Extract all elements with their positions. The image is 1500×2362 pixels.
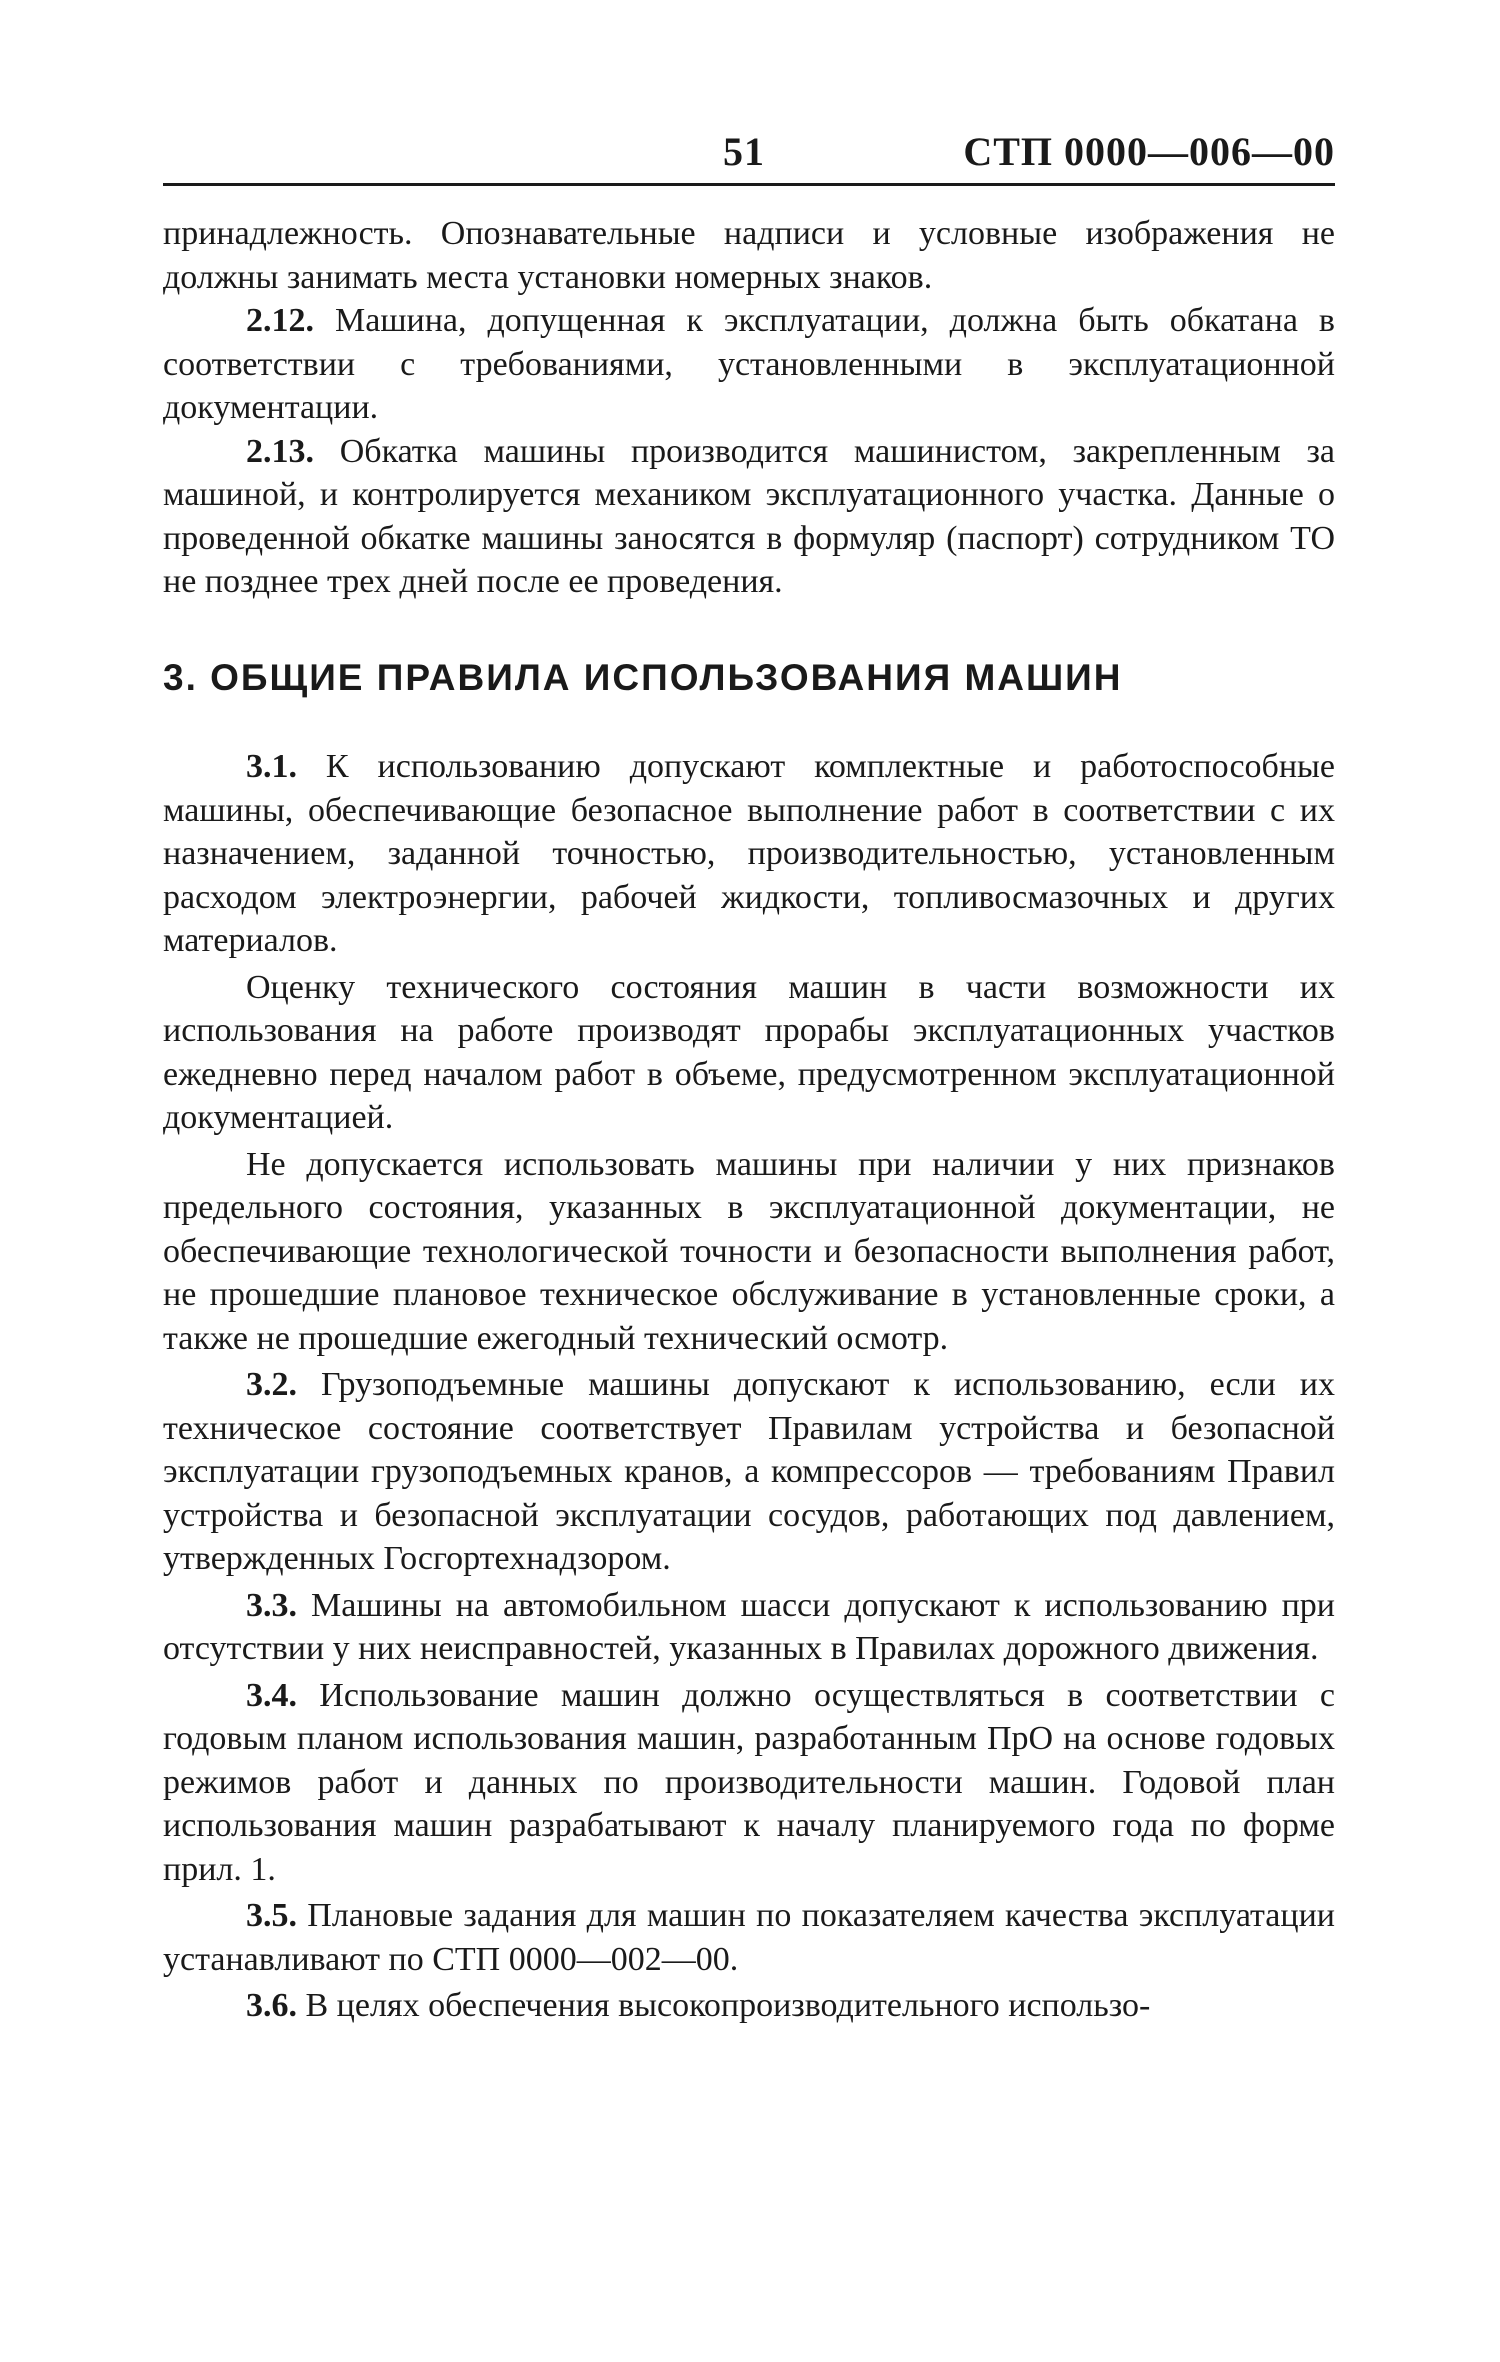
clause-number: 3.6. bbox=[246, 1987, 297, 2024]
clause-number: 3.5. bbox=[246, 1897, 297, 1934]
clause-number: 3.2. bbox=[246, 1366, 297, 1403]
paragraph-3-4: 3.4. Использование машин должно осуществляться в соответствии с годовым планом использования машин, разработанным ПрО на основе годовых режимов работ и данных по производительности машин. Годовой план использования машин разрабатывают к началу планируемого года по форме прил. 1. bbox=[163, 1676, 1335, 1888]
paragraph-3-2: 3.2. Грузоподъемные машины допускают к использованию, если их техническое состояние соответствует Правилам устройства и безопасной эксплуатации грузоподъемных кранов, а компрессоров — требованиям Правил устройства и безопасной эксплуатации сосудов, работающих под давлением, утвержденных Госгортехнадзором. bbox=[163, 1366, 1335, 1577]
page-number: 51 bbox=[723, 129, 765, 174]
paragraph-3-6: 3.6. В целях обеспечения высокопроизводительного использо- bbox=[246, 1987, 1151, 2024]
paragraph: Не допускается использовать машины при наличии у них признаков предельного состояния, указанных в эксплуатационной документации, не обеспечивающие технологической точности и безопасности выполнения работ, не прошедшие плановое техническое обслуживание в установленные сроки, а также не прошедшие ежегодный технический осмотр. bbox=[163, 1145, 1335, 1357]
header-divider bbox=[163, 183, 1335, 186]
section-heading: 3. ОБЩИЕ ПРАВИЛА ИСПОЛЬЗОВАНИЯ МАШИН bbox=[163, 656, 1123, 698]
paragraph-2-13: 2.13. Обкатка машины производится машинистом, закрепленным за машиной, и контролируется механиком эксплуатационного участка. Данные о проведенной обкатке машины заносятся в формуляр (паспорт) сотрудником ТО не позднее трех дней после ее проведения. bbox=[163, 432, 1335, 600]
paragraph-2-12: 2.12. Машина, допущенная к эксплуатации, должна быть обкатана в соответствии с требованиями, установленными в эксплуатационной документации. bbox=[163, 302, 1335, 426]
clause-number: 3.4. bbox=[246, 1676, 297, 1714]
paragraph-3-1: 3.1. К использованию допускают комплектные и работоспособные машины, обеспечивающие безопасное выполнение работ в соответствии с их назначением, заданной точностью, производительностью, установленным расходом электроэнергии, рабочей жидкости, топливосмазочных и других материалов. bbox=[163, 748, 1335, 959]
document-code: СТП 0000—006—00 bbox=[963, 129, 1335, 174]
document-body bbox=[163, 212, 1335, 2028]
clause-number: 3.1. bbox=[246, 748, 297, 785]
clause-number: 2.13. bbox=[246, 432, 314, 470]
page-header bbox=[163, 118, 1335, 178]
clause-number: 3.3. bbox=[246, 1586, 297, 1624]
clause-number: 2.12. bbox=[246, 302, 314, 339]
paragraph: принадлежность. Опознавательные надписи и условные изображения не должны занимать места установки номерных знаков. bbox=[163, 215, 1335, 296]
paragraph: Оценку технического состояния машин в части возможности их использования на работе производят прорабы эксплуатационных участков ежедневно перед началом работ в объеме, предусмотренном эксплуатационной документацией. bbox=[163, 968, 1335, 1136]
paragraph-3-3: 3.3. Машины на автомобильном шасси допускают к использованию при отсутствии у них неисправностей, указанных в Правилах дорожного движения. bbox=[163, 1586, 1335, 1667]
paragraph-3-5: 3.5. Плановые задания для машин по показателяем качества эксплуатации устанавливают по СТП 0000—002—00. bbox=[163, 1897, 1335, 1978]
